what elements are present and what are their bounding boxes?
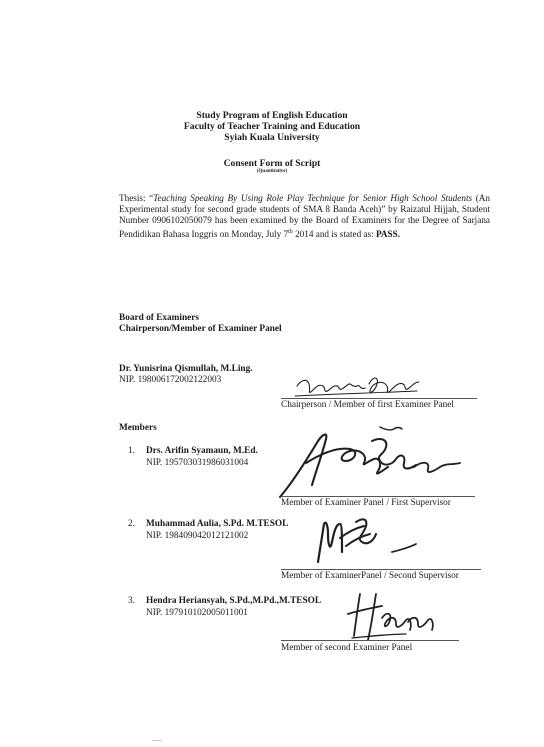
member-2-signature: [312, 512, 422, 568]
member-3-nip: NIP. 197910102005011001: [146, 608, 248, 618]
member-3-role: Member of second Examiner Panel: [281, 643, 413, 653]
form-title: Consent Form of Script: [223, 158, 321, 169]
board-subheading: Chairperson/Member of Examiner Panel: [119, 324, 282, 334]
thesis-date-rest: 2014 and is stated as:: [292, 228, 376, 239]
member-1-nip: NIP. 195703031986031004: [146, 458, 249, 468]
chairperson-role: Chairperson / Member of first Examiner Panel: [281, 400, 454, 410]
members-heading: Members: [119, 423, 157, 433]
thesis-open-quote: “: [149, 193, 154, 203]
member-2-number: 2.: [128, 519, 135, 529]
board-heading: Board of Examiners: [119, 313, 200, 323]
member-1-name: Drs. Arifin Syamaun, M.Ed.: [146, 446, 258, 456]
thesis-result: PASS.: [375, 228, 401, 239]
thesis-title-rest: (An Experimental study for second grade students of SMA 8 Banda Aceh)”: [119, 193, 490, 215]
member-1-signature-line: [281, 496, 475, 497]
member-2-signature-line: [281, 569, 481, 570]
member-1-number: 1.: [128, 446, 135, 456]
scan-mark: [152, 740, 162, 741]
member-3-signature-line: [281, 640, 459, 641]
thesis-author-line: by Raizatul Hijjah, Student Number 0906102050079 has been examined by the Board of Examiners for the Degree of Sarjana Pendidikan Bahasa Inggris on Monday, July 7: [119, 204, 490, 239]
member-2-role: Member of ExaminerPanel / Second Supervisor: [281, 571, 459, 581]
member-3-number: 3.: [128, 596, 135, 606]
header-faculty: Faculty of Teacher Training and Education: [183, 121, 361, 132]
form-subtitle: (Quantitative): [256, 169, 288, 174]
header-program: Study Program of English Education: [196, 110, 348, 121]
thesis-paragraph: [119, 193, 490, 240]
member-3-signature: [346, 590, 446, 646]
chairperson-signature-line: [281, 398, 477, 399]
thesis-title: Teaching Speaking By Using Role Play Technique for Senior High School Students: [153, 193, 473, 203]
member-1-role: Member of Examiner Panel / First Supervisor: [281, 498, 451, 508]
member-2-nip: NIP. 198409042012121002: [146, 531, 249, 541]
member-1-signature: [276, 425, 466, 505]
thesis-label: Thesis:: [119, 193, 150, 203]
header-university: Syiah Kuala University: [224, 132, 320, 143]
thesis-date-sup: th: [288, 228, 293, 235]
member-2-name: Muhammad Aulia, S.Pd. M.TESOL: [146, 519, 289, 529]
chairperson-name: Dr. Yunisrina Qismullah, M.Ling.: [119, 364, 253, 374]
member-3-name: Hendra Heriansyah, S.Pd.,M.Pd.,M.TESOL: [146, 596, 322, 606]
chairperson-nip: NIP. 198006172002122003: [119, 375, 222, 385]
